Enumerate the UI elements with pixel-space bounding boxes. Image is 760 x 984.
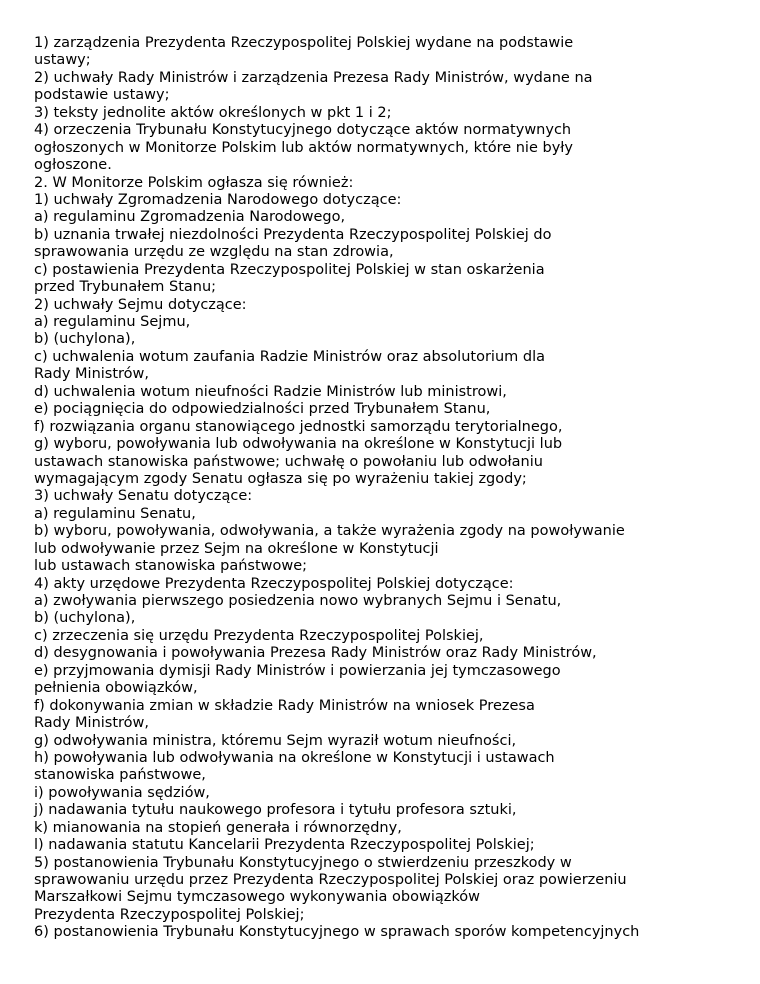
text-line: f) rozwiązania organu stanowiącego jednostki samorządu terytorialnego, [34, 418, 563, 435]
text-line: 1) uchwały Zgromadzenia Narodowego dotyczące: [34, 191, 402, 208]
text-line: lub odwoływanie przez Sejm na określone w Konstytucji [34, 540, 439, 557]
text-line: 3) teksty jednolite aktów określonych w pkt 1 i 2; [34, 104, 392, 121]
text-line: a) regulaminu Senatu, [34, 505, 196, 522]
text-line: 1) zarządzenia Prezydenta Rzeczypospolitej Polskiej wydane na podstawie [34, 35, 574, 51]
text-line: sprawowania urzędu ze względu na stan zdrowia, [34, 244, 394, 261]
text-line: i) powoływania sędziów, [34, 784, 210, 801]
text-line: ustawy; [34, 52, 91, 69]
text-line: 2) uchwały Rady Ministrów i zarządzenia Prezesa Rady Ministrów, wydane na [34, 69, 593, 86]
text-line: pełnienia obowiązków, [34, 680, 198, 697]
text-line: ustawach stanowiska państwowe; uchwałę o powołaniu lub odwołaniu [34, 453, 543, 470]
text-line: 5) postanowienia Trybunału Konstytucyjnego o stwierdzeniu przeszkody w [34, 854, 572, 871]
text-line: podstawie ustawy; [34, 87, 170, 104]
text-line: sprawowaniu urzędu przez Prezydenta Rzeczypospolitej Polskiej oraz powierzeniu [34, 872, 627, 888]
text-line: c) uchwalenia wotum zaufania Radzie Ministrów oraz absolutorium dla [34, 348, 545, 365]
text-line: lub ustawach stanowiska państwowe; [34, 558, 308, 575]
text-line: stanowiska państwowe, [34, 767, 206, 784]
text-line: b) (uchylona), [34, 331, 136, 348]
text-line: j) nadawania tytułu naukowego profesora i tytułu profesora sztuki, [34, 802, 517, 819]
text-line: e) pociągnięcia do odpowiedzialności przed Trybunałem Stanu, [34, 401, 491, 418]
text-line: f) dokonywania zmian w składzie Rady Ministrów na wniosek Prezesa [34, 697, 535, 714]
text-line: a) zwoływania pierwszego posiedzenia nowo wybranych Sejmu i Senatu, [34, 593, 562, 609]
text-line: Rady Ministrów, [34, 366, 150, 383]
document-body [34, 35, 734, 942]
text-line: 2. W Monitorze Polskim ogłasza się również: [34, 174, 354, 191]
text-line: 3) uchwały Senatu dotyczące: [34, 488, 253, 505]
text-line: k) mianowania na stopień generała i równorzędny, [34, 819, 402, 836]
text-line: b) uznania trwałej niezdolności Prezydenta Rzeczypospolitej Polskiej do [34, 226, 552, 243]
text-line: e) przyjmowania dymisji Rady Ministrów i powierzania jej tymczasowego [34, 662, 561, 679]
text-line: 4) orzeczenia Trybunału Konstytucyjnego dotyczące aktów normatywnych [34, 122, 572, 139]
text-line: ogłoszonych w Monitorze Polskim lub aktów normatywnych, które nie były [34, 139, 573, 156]
text-line: l) nadawania statutu Kancelarii Prezydenta Rzeczypospolitej Polskiej; [34, 837, 535, 854]
text-line: c) postawienia Prezydenta Rzeczypospolitej Polskiej w stan oskarżenia [34, 261, 545, 278]
text-line: b) (uchylona), [34, 610, 136, 627]
text-line: Marszałkowi Sejmu tymczasowego wykonywania obowiązków [34, 889, 480, 906]
text-line: Prezydenta Rzeczypospolitej Polskiej; [34, 906, 305, 923]
text-line: 2) uchwały Sejmu dotyczące: [34, 296, 247, 313]
text-line: wymagającym zgody Senatu ogłasza się po wyrażeniu takiej zgody; [34, 470, 527, 487]
text-line: g) wyboru, powoływania lub odwoływania na określone w Konstytucji lub [34, 436, 563, 453]
text-line: a) regulaminu Zgromadzenia Narodowego, [34, 209, 346, 226]
text-line: 4) akty urzędowe Prezydenta Rzeczypospolitej Polskiej dotyczące: [34, 575, 514, 592]
text-line: Rady Ministrów, [34, 715, 150, 732]
text-line: przed Trybunałem Stanu; [34, 279, 217, 296]
text-line: a) regulaminu Sejmu, [34, 314, 191, 330]
text-line: c) zrzeczenia się urzędu Prezydenta Rzeczypospolitej Polskiej, [34, 627, 484, 644]
text-line: h) powoływania lub odwoływania na określone w Konstytucji i ustawach [34, 749, 555, 766]
text-line: d) uchwalenia wotum nieufności Radzie Ministrów lub ministrowi, [34, 383, 507, 400]
text-line: 6) postanowienia Trybunału Konstytucyjnego w sprawach sporów kompetencyjnych [34, 924, 640, 941]
text-line: ogłoszone. [34, 157, 112, 174]
text-line: d) desygnowania i powoływania Prezesa Rady Ministrów oraz Rady Ministrów, [34, 645, 597, 662]
text-line: g) odwoływania ministra, któremu Sejm wyraził wotum nieufności, [34, 732, 517, 749]
text-line: b) wyboru, powoływania, odwoływania, a także wyrażenia zgody na powoływanie [34, 523, 625, 540]
